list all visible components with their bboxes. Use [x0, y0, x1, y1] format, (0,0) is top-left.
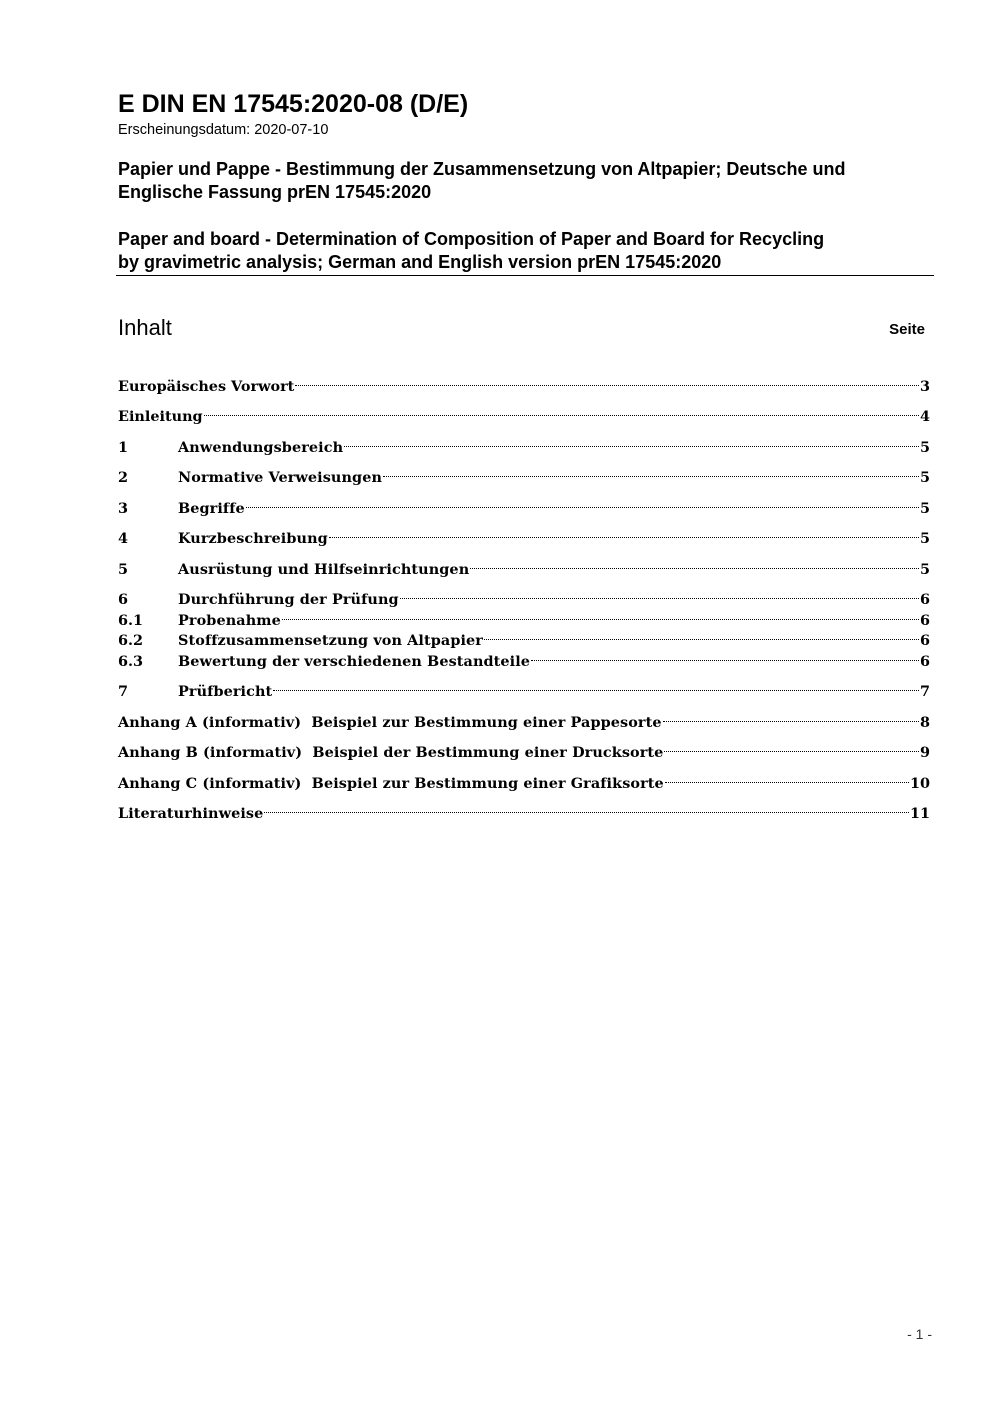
toc-entry-page: 5: [919, 530, 930, 547]
toc-entry[interactable]: [118, 737, 930, 761]
toc-leader-dots: [264, 798, 909, 818]
toc-heading: Inhalt: [118, 315, 172, 340]
toc-leader-dots: [344, 432, 919, 452]
toc-leader-dots: [664, 737, 919, 757]
toc-entry-number: 6.3: [118, 653, 144, 670]
toc-entry-page: 4: [919, 408, 930, 425]
title-german-line-1: Papier und Pappe - Bestimmung der Zusammensetzung von Altpapier; Deutsche und: [118, 159, 846, 179]
publication-date: Erscheinungsdatum: 2020-07-10: [118, 122, 329, 138]
toc-leader-dots: [663, 707, 919, 727]
toc-entry[interactable]: [118, 462, 930, 486]
table-of-contents: [118, 0, 930, 1403]
toc-entry-title: Kurzbeschreibung: [178, 530, 328, 547]
toc-leader-dots: [329, 523, 919, 543]
toc-entry-number: 7: [118, 683, 129, 700]
toc-entry[interactable]: [118, 432, 930, 456]
toc-entry-page: 5: [919, 561, 930, 578]
toc-entry-page: 8: [919, 714, 930, 731]
toc-leader-dots: [295, 371, 919, 391]
toc-entry-title: Prüfbericht: [178, 683, 273, 700]
toc-entry-page: 3: [919, 378, 930, 395]
toc-leader-dots: [246, 493, 919, 513]
toc-entry-page: 6: [919, 612, 930, 629]
page-number: - 1 -: [907, 1326, 932, 1342]
toc-entry-page: 10: [909, 775, 930, 792]
toc-entry-title: Stoffzusammensetzung von Altpapier: [178, 632, 483, 649]
toc-entry-title: Anhang B (informativ) Beispiel der Bestimmung einer Drucksorte: [118, 744, 664, 761]
toc-entry-title: Europäisches Vorwort: [118, 378, 295, 395]
toc-entry-page: 6: [919, 653, 930, 670]
document-id: E DIN EN 17545:2020-08 (D/E): [118, 90, 469, 118]
toc-entry-title: Literaturhinweise: [118, 805, 264, 822]
toc-entry-title: Einleitung: [118, 408, 203, 425]
title-english-line-2: by gravimetric analysis; German and English version prEN 17545:2020: [118, 252, 722, 272]
toc-entry[interactable]: [118, 401, 930, 425]
toc-entry-number: 3: [118, 500, 129, 517]
toc-entry-page: 5: [919, 500, 930, 517]
toc-entry[interactable]: [118, 798, 930, 822]
toc-entry[interactable]: [118, 523, 930, 547]
title-english-line-1: Paper and board - Determination of Composition of Paper and Board for Recycling: [118, 229, 825, 249]
toc-entry-number: 6: [118, 591, 129, 608]
toc-entry[interactable]: [118, 554, 930, 578]
toc-entry[interactable]: [118, 625, 930, 649]
toc-entry-title: Durchführung der Prüfung: [178, 591, 399, 608]
toc-entry[interactable]: [118, 371, 930, 395]
toc-entry-title: Ausrüstung und Hilfseinrichtungen: [178, 561, 470, 578]
toc-entry-title: Anwendungsbereich: [178, 439, 344, 456]
toc-entry-title: Probenahme: [178, 612, 281, 629]
toc-leader-dots: [282, 605, 919, 625]
toc-entry-number: 2: [118, 469, 129, 486]
toc-entry-number: 1: [118, 439, 129, 456]
toc-entry-page: 5: [919, 469, 930, 486]
toc-leader-dots: [531, 646, 919, 666]
toc-entry[interactable]: [118, 768, 930, 792]
toc-page-column-heading: Seite: [889, 321, 925, 338]
toc-entry[interactable]: [118, 493, 930, 517]
toc-leader-dots: [470, 554, 919, 574]
toc-entry-number: 6.1: [118, 612, 144, 629]
toc-entry[interactable]: [118, 676, 930, 700]
toc-entry[interactable]: [118, 605, 930, 629]
toc-entry-page: 7: [919, 683, 930, 700]
toc-entry-title: Normative Verweisungen: [178, 469, 383, 486]
toc-entry-title: Bewertung der verschiedenen Bestandteile: [178, 653, 531, 670]
toc-entry-title: Anhang A (informativ) Beispiel zur Bestimmung einer Pappesorte: [118, 714, 662, 731]
toc-entry-number: 6.2: [118, 632, 144, 649]
toc-entry-page: 9: [919, 744, 930, 761]
toc-entry-page: 6: [919, 591, 930, 608]
title-german-line-2: Englische Fassung prEN 17545:2020: [118, 182, 432, 202]
toc-leader-dots: [273, 676, 919, 696]
toc-leader-dots: [204, 401, 919, 421]
toc-entry-page: 11: [909, 805, 930, 822]
toc-entry[interactable]: [118, 707, 930, 731]
toc-leader-dots: [400, 584, 919, 604]
toc-entry[interactable]: [118, 584, 930, 608]
toc-entry-number: 4: [118, 530, 129, 547]
toc-entry-title: Anhang C (informativ) Beispiel zur Bestimmung einer Grafiksorte: [118, 775, 664, 792]
toc-entry[interactable]: [118, 646, 930, 670]
toc-leader-dots: [484, 625, 919, 645]
toc-entry-number: 5: [118, 561, 129, 578]
toc-entry-page: 5: [919, 439, 930, 456]
toc-entry-title: Begriffe: [178, 500, 245, 517]
toc-leader-dots: [665, 768, 909, 788]
toc-entry-page: 6: [919, 632, 930, 649]
toc-leader-dots: [383, 462, 919, 482]
